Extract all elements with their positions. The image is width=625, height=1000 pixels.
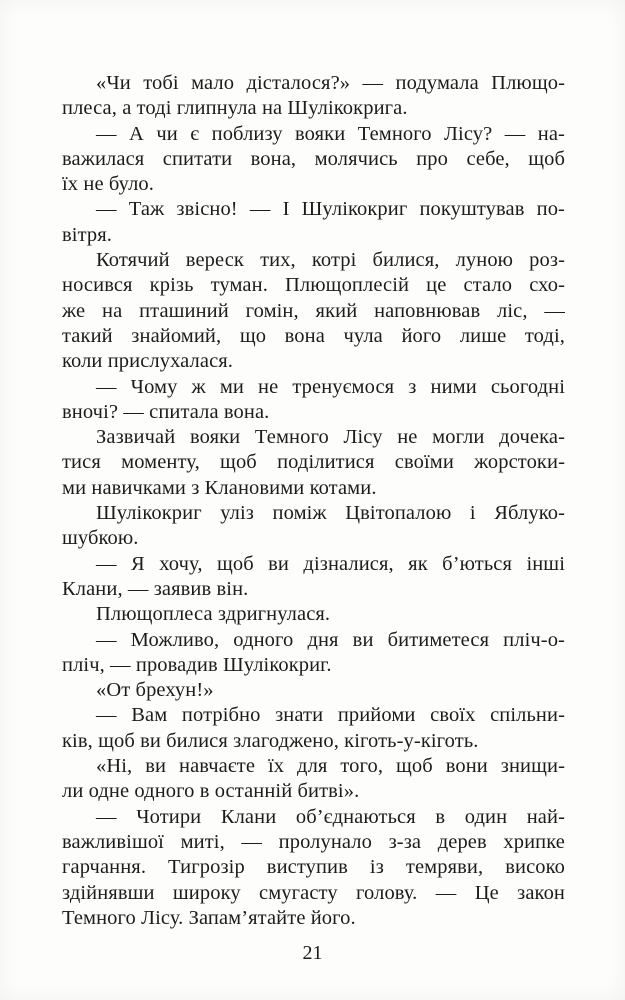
page-number: 21: [302, 942, 323, 964]
text-line: ли одне одного в останній битві».: [62, 780, 360, 803]
text-line: — Можливо, одного дня ви битиметеся пліч-о-: [96, 628, 565, 651]
text-line: здійнявши широку смугасту голову. — Це закон: [62, 881, 565, 904]
text-line: носився крізь туман. Плющоплесій це стало схо-: [62, 274, 565, 297]
text-line: пліч, — провадив Шулікокриг.: [62, 653, 332, 676]
text-line: — Чому ж ми не тренуємося з ними сьогодні: [96, 375, 565, 398]
text-line: їх не було.: [62, 173, 154, 196]
text-block: [62, 71, 565, 931]
text-line: — Таж звісно! — І Шулікокриг покуштував по-: [96, 198, 565, 221]
text-line: коли прислухалася.: [62, 350, 234, 373]
text-line: «Ні, ви навчаєте їх для того, щоб вони знищи-: [96, 755, 565, 778]
text-line: Котячий вереск тих, котрі билися, луною роз-: [96, 249, 565, 272]
text-line: Зазвичай вояки Темного Лісу не могли дочека-: [96, 426, 565, 449]
text-line: Плющоплеса здригнулася.: [96, 603, 331, 626]
text-line: тися моменту, щоб поділитися своїми жорстоки-: [62, 451, 565, 474]
text-line: же на пташиний гомін, який наповнював ліс, —: [62, 299, 565, 322]
text-line: ків, щоб ви билися злагоджено, кіготь-у-кіготь.: [62, 729, 479, 752]
text-line: такий знайомий, що вона чула його лише тоді,: [62, 324, 565, 347]
text-line: гарчання. Тигрозір виступив із темряви, високо: [62, 856, 565, 879]
text-line: — Чотири Клани об’єднаються в один най-: [96, 805, 565, 828]
text-line: Шулікокриг уліз поміж Цвітопалою і Яблуко-: [96, 502, 565, 525]
text-line: — А чи є поблизу вояки Темного Лісу? — на-: [96, 122, 565, 145]
text-line: шубкою.: [62, 527, 139, 550]
text-line: «От брехун!»: [96, 679, 214, 702]
text-line: плеса, а тоді глипнула на Шулікокрига.: [62, 97, 408, 120]
text-line: — Я хочу, щоб ви дізналися, як б’ються інші: [96, 552, 565, 575]
text-line: «Чи тобі мало дісталося?» — подумала Плющо-: [96, 72, 565, 94]
text-line: ми навичками з Клановими котами.: [62, 476, 377, 499]
text-line: вітря.: [62, 223, 112, 246]
text-line: вночі? — спитала вона.: [62, 400, 270, 423]
text-line: важливішої миті, — пролунало з-за дерев хрипке: [62, 830, 565, 853]
text-line: Клани, — заявив він.: [62, 577, 249, 600]
text-line: — Вам потрібно знати прийоми своїх спільни-: [96, 704, 565, 727]
text-line: Темного Лісу. Запам’ятайте його.: [62, 906, 356, 929]
text-line: важилася спитати вона, молячись про себе, щоб: [62, 147, 565, 170]
